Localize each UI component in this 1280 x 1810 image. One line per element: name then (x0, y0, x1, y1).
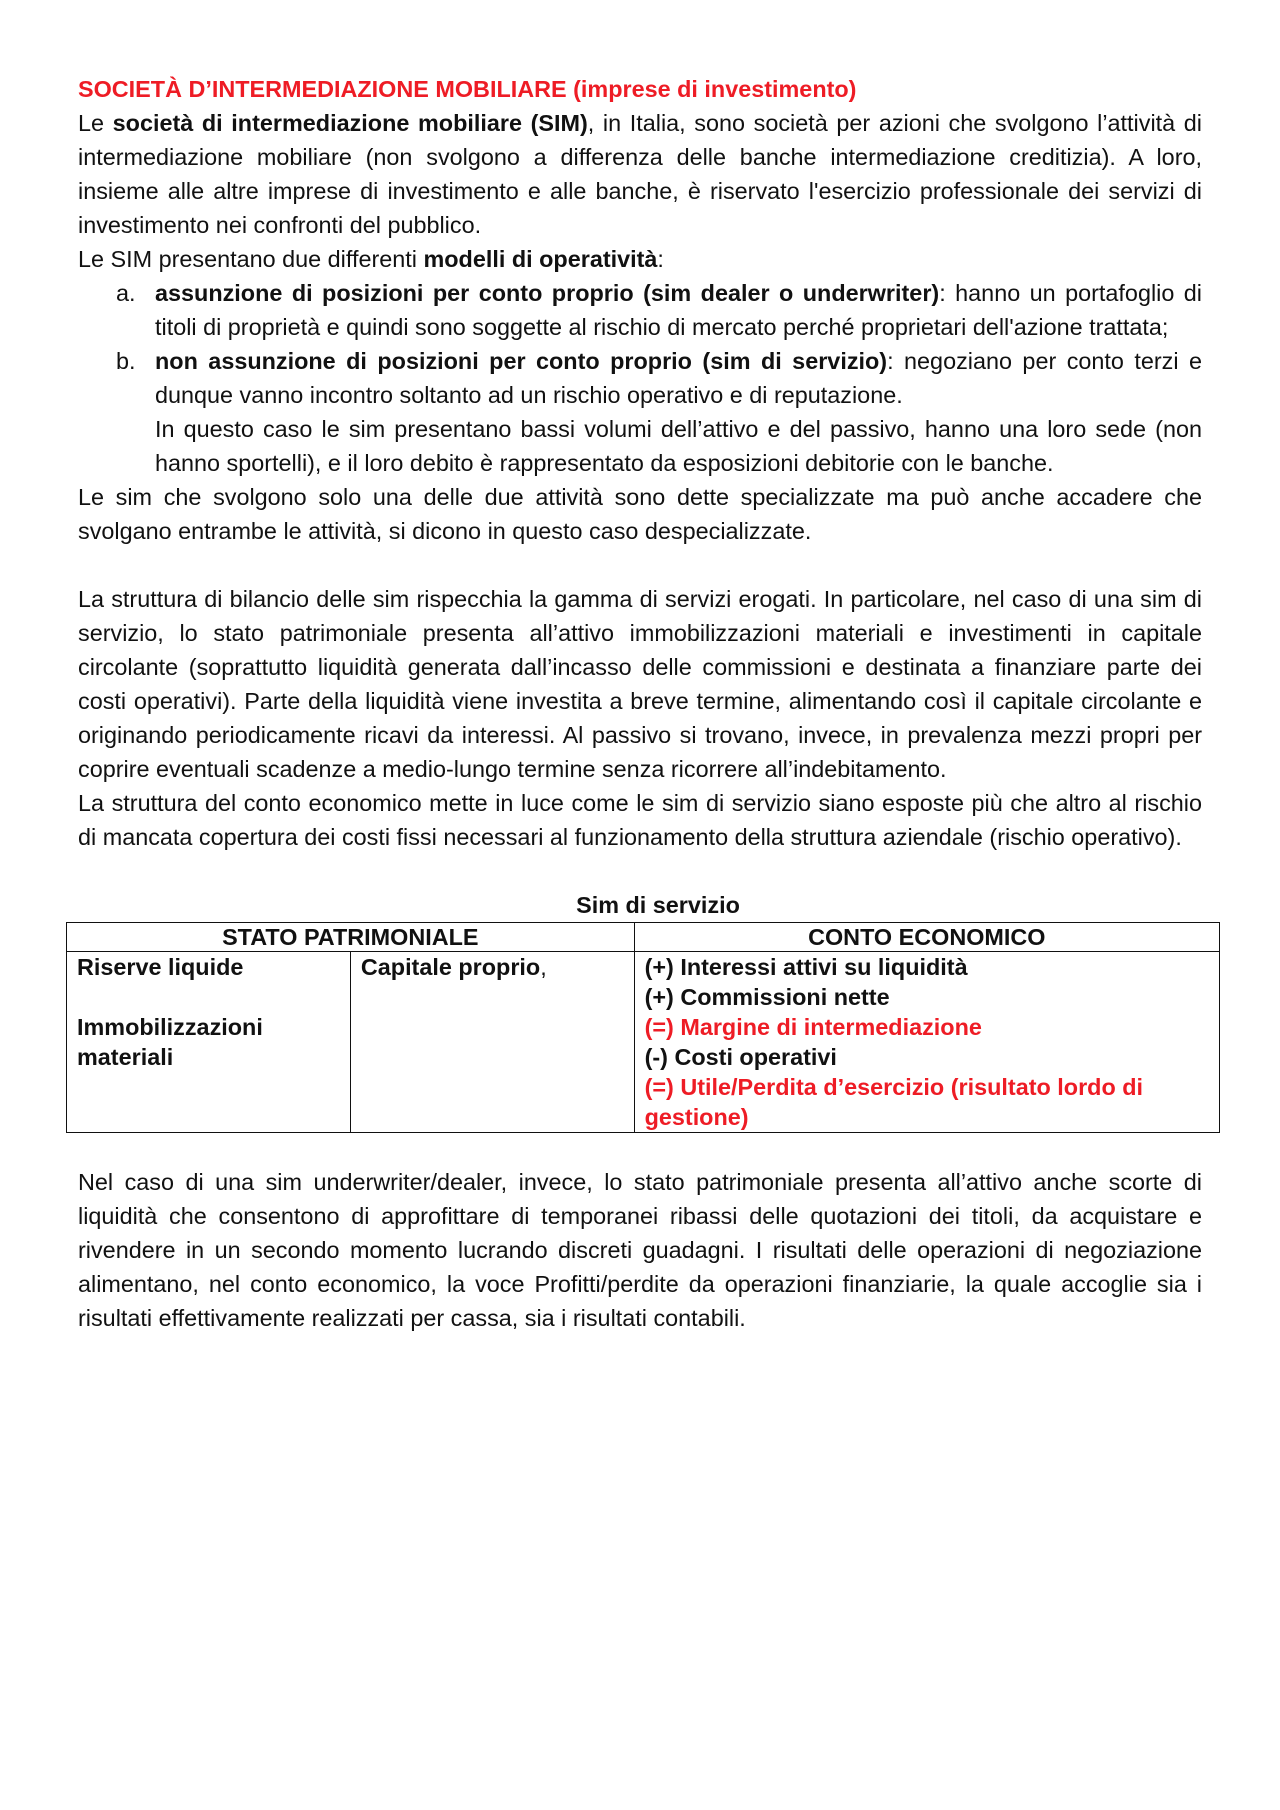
income-paragraph: La struttura del conto economico mette in luce come le sim di servizio siano esposte più che altro al rischio di mancata copertura dei costi fissi necessari al funzionamento della struttura aziendale (rischio operativo). (78, 790, 1202, 850)
list-marker-a: a. (116, 280, 136, 306)
paragraph-gap-2 (78, 854, 1202, 888)
header-conto-economico: CONTO ECONOMICO (634, 923, 1219, 952)
heading-paren: (imprese di investimento) (573, 76, 857, 102)
list-item-b-bold: non assunzione di posizioni per conto proprio (sim di servizio) (155, 348, 888, 374)
models-bold: modelli di operatività (423, 246, 658, 272)
models-pre: Le SIM presentano due differenti (78, 246, 424, 272)
paragraph-gap (78, 548, 1202, 582)
header-stato-patrimoniale: STATO PATRIMONIALE (67, 923, 635, 952)
assets-cell (67, 952, 351, 1133)
heading-main: SOCIETÀ D’INTERMEDIAZIONE MOBILIARE (78, 76, 567, 102)
income-cell (634, 952, 1219, 1133)
table-caption: Sim di servizio (576, 892, 740, 918)
table-body-row (67, 952, 1220, 1133)
models-post: : (657, 246, 664, 272)
income-item-4: (-) Costi operativi (644, 1044, 837, 1070)
list-item-b (78, 344, 1202, 480)
models-paragraph (78, 242, 1202, 276)
list-item-a-bold: assunzione di posizioni per conto proprio (sim dealer o underwriter) (155, 280, 940, 306)
models-list (78, 276, 1202, 480)
list-item-a-text: : hanno un portafoglio di titoli di proprietà e quindi sono soggette al rischio di mercato perché proprietari dell'azione trattata; (155, 280, 1202, 340)
list-item-b-extra: In questo caso le sim presentano bassi volumi dell’attivo e del passivo, hanno una loro sede (non hanno sportelli), e il loro debito è rappresentato da esposizioni debitorie con le banche. (155, 416, 1202, 476)
specialized-paragraph: Le sim che svolgono solo una delle due attività sono dette specializzate ma può anche accadere che svolgano entrambe le attività, si dicono in questo caso despecializzate. (78, 484, 1202, 544)
assets-item-2: Immobilizzazioni materiali (77, 1014, 263, 1070)
income-item-2: (+) Commissioni nette (644, 984, 890, 1010)
balance-paragraph: La struttura di bilancio delle sim rispecchia la gamma di servizi erogati. In particolare, nel caso di una sim di servizio, lo stato patrimoniale presenta all’attivo immobilizzazioni materiali e investimenti in capitale circolante (soprattutto liquidità generata dall’incasso delle commissioni e destinata a finanziare parte dei costi operativi). Parte della liquidità viene investita a breve termine, alimentando così il capitale circolante e originando periodicamente ricavi da interessi. Al passivo si trovano, invece, in prevalenza mezzi propri per coprire eventuali scadenze a medio-lungo termine senza ricorrere all’indebitamento. (78, 586, 1202, 782)
income-item-5: (=) Utile/Perdita d’esercizio (risultato lordo di gestione) (644, 1074, 1144, 1130)
intro-le: Le (78, 110, 113, 136)
liabilities-cell (350, 952, 634, 1133)
income-item-1: (+) Interessi attivi su liquidità (644, 954, 968, 980)
section-heading (78, 72, 1202, 106)
intro-bold: società di intermediazione mobiliare (SIM) (112, 110, 588, 136)
income-item-3: (=) Margine di intermediazione (644, 1014, 982, 1040)
intro-rest: , in Italia, sono società per azioni che svolgono l’attività di intermediazione mobiliare (non svolgono a differenza delle banche intermediazione creditizia). A loro, insieme alle altre imprese di investimento e alle banche, è riservato l'esercizio professionale dei servizi di investimento nei confronti del pubblico. (78, 110, 1202, 238)
liabilities-item: Capitale proprio (360, 954, 541, 980)
liabilities-comma: , (540, 954, 547, 980)
document-page (78, 72, 1202, 1335)
list-item-b-text: : negoziano per conto terzi e dunque vanno incontro soltanto ad un rischio operativo e di reputazione. (155, 348, 1202, 408)
intro-paragraph (78, 106, 1202, 242)
table-header-row (67, 923, 1220, 952)
sim-table (66, 922, 1220, 1133)
list-marker-b: b. (116, 348, 136, 374)
closing-paragraph: Nel caso di una sim underwriter/dealer, invece, lo stato patrimoniale presenta all’attivo anche scorte di liquidità che consentono di approfittare di temporanei ribassi delle quotazioni dei titoli, da acquistare e rivendere in un secondo momento lucrando discreti guadagni. I risultati delle operazioni di negoziazione alimentano, nel conto economico, la voce Profitti/perdite da operazioni finanziarie, la quale accoglie sia i risultati effettivamente realizzati per cassa, sia i risultati contabili. (78, 1169, 1202, 1331)
list-item-a (78, 276, 1202, 344)
assets-item-1: Riserve liquide (77, 954, 244, 980)
assets-spacer (77, 982, 340, 1012)
